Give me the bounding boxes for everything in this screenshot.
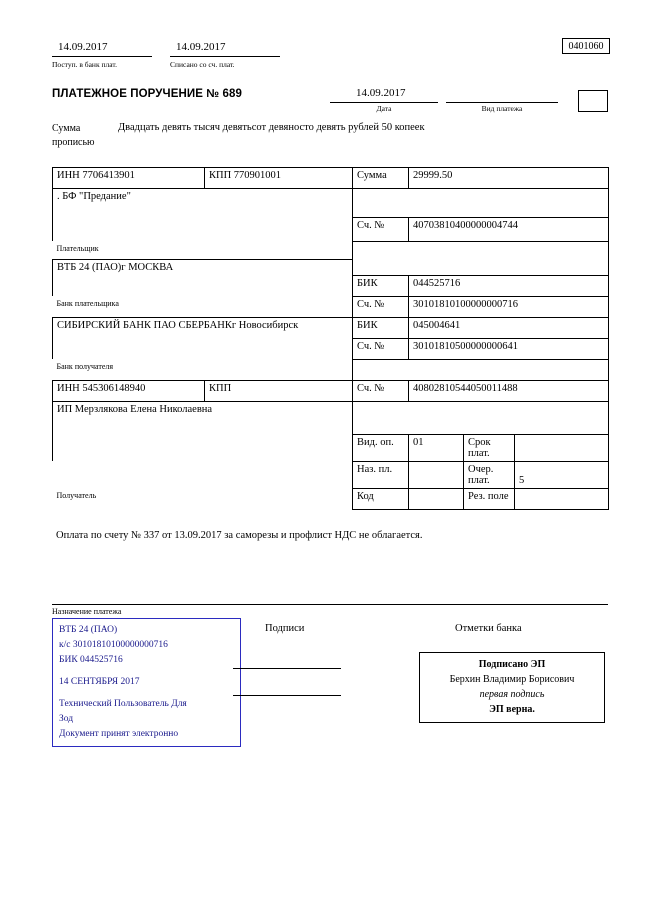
received-date-value: 14.09.2017 bbox=[58, 41, 108, 53]
table-row bbox=[53, 241, 609, 260]
payer-bank-caption: Банк плательщика bbox=[56, 299, 119, 308]
stamp-line-3: БИК 044525716 bbox=[59, 655, 123, 665]
signature-rule-2 bbox=[233, 695, 341, 696]
queue-value-cell: 5 bbox=[515, 461, 609, 488]
signed-title: Подписано ЭП bbox=[478, 659, 546, 670]
payer-inn-label: ИНН bbox=[57, 170, 80, 181]
writeoff-date-caption: Списано со сч. плат. bbox=[170, 60, 235, 69]
table-row bbox=[53, 380, 609, 401]
purpose-rule bbox=[52, 604, 608, 605]
payer-account-label-cell: Сч. № bbox=[353, 217, 409, 241]
payee-bik-label-cell: БИК bbox=[353, 317, 409, 338]
reserve-value-cell bbox=[515, 488, 609, 509]
received-date-caption: Поступ. в банк плат. bbox=[52, 60, 117, 69]
purpose-text: Оплата по счету № 337 от 13.09.2017 за саморезы и профлист НДС не облагается. bbox=[56, 530, 423, 541]
amount-in-words: Двадцать девять тысяч девятьсот девяносто девять рублей 50 копеек bbox=[118, 122, 425, 133]
signature-valid-text: ЭП верна. bbox=[489, 704, 535, 715]
term-label-line1: Срок bbox=[468, 436, 491, 448]
payment-kind-caption: Вид платежа bbox=[481, 104, 523, 113]
electronic-signature-box bbox=[419, 652, 605, 723]
table-row bbox=[53, 461, 609, 488]
reserve-label-cell: Рез. поле bbox=[464, 488, 515, 509]
table-row bbox=[53, 296, 609, 317]
document-date-value: 14.09.2017 bbox=[356, 87, 406, 99]
payee-inn-cell bbox=[53, 380, 205, 401]
payer-account-value-cell: 40703810400000004744 bbox=[409, 217, 609, 241]
signer-role: первая подпись bbox=[479, 689, 545, 700]
signer-name: Берхин Владимир Борисович bbox=[449, 674, 575, 685]
amount-label-cell: Сумма bbox=[353, 168, 409, 189]
payee-caption: Получатель bbox=[56, 491, 97, 500]
payer-inn-cell bbox=[53, 168, 205, 189]
stamp-line-7: Документ принят электронно bbox=[59, 729, 179, 739]
payee-bik-value-cell: 045004641 bbox=[409, 317, 609, 338]
table-row bbox=[53, 359, 609, 380]
payee-corr-label-cell: Сч. № bbox=[353, 338, 409, 359]
payee-account-value-cell: 40802810544050011488 bbox=[409, 380, 609, 401]
form-code: 0401060 bbox=[562, 38, 610, 54]
amount-words-label-1: Сумма bbox=[52, 123, 81, 134]
document-date-caption: Дата bbox=[376, 104, 392, 113]
table-row bbox=[53, 189, 609, 218]
received-date-rule bbox=[52, 56, 152, 57]
stamp-line-5: Технический Пользователь Для bbox=[59, 699, 187, 709]
payee-account-label-cell: Сч. № bbox=[353, 380, 409, 401]
payer-bank-right-spacer bbox=[353, 241, 609, 275]
payer-corr-label-cell: Сч. № bbox=[353, 296, 409, 317]
table-row bbox=[53, 317, 609, 338]
payee-caption-spacer bbox=[53, 461, 353, 488]
amount-words-label-2: прописью bbox=[52, 137, 95, 148]
payer-caption: Плательщик bbox=[56, 244, 99, 253]
payee-bank-name-cell: СИБИРСКИЙ БАНК ПАО СБЕРБАНКг Новосибирск bbox=[53, 317, 353, 359]
payee-caption-cell bbox=[53, 488, 353, 509]
queue-label-cell bbox=[464, 461, 515, 488]
payment-kind-rule bbox=[446, 102, 558, 103]
payee-inn-label: ИНН bbox=[57, 382, 80, 394]
purpose-caption: Назначение платежа bbox=[52, 607, 122, 616]
payee-right-spacer bbox=[353, 401, 609, 434]
term-label-cell bbox=[464, 434, 515, 461]
document-date-rule bbox=[330, 102, 438, 103]
nazn-label-cell: Наз. пл. bbox=[353, 461, 409, 488]
op-kind-label-cell: Вид. оп. bbox=[353, 434, 409, 461]
writeoff-date-rule bbox=[170, 56, 280, 57]
payee-kpp-cell bbox=[205, 380, 353, 401]
code-label-cell: Код bbox=[353, 488, 409, 509]
payee-name-cell: ИП Мерзлякова Елена Николаевна bbox=[53, 401, 353, 461]
payer-bik-value-cell: 044525716 bbox=[409, 275, 609, 296]
payer-corr-value-cell: 30101810100000000716 bbox=[409, 296, 609, 317]
op-kind-value-cell: 01 bbox=[409, 434, 464, 461]
payment-kind-box bbox=[578, 90, 608, 112]
payer-kpp-value: 770901001 bbox=[233, 170, 282, 181]
payer-kpp-label: КПП bbox=[209, 170, 232, 181]
stamp-line-4: 14 СЕНТЯБРЯ 2017 bbox=[59, 677, 140, 687]
signature-rule-1 bbox=[233, 668, 341, 669]
amount-value-cell: 29999.50 bbox=[409, 168, 609, 189]
stamp-line-2: к/с 30101810100000000716 bbox=[59, 640, 168, 650]
payer-bank-name-cell: ВТБ 24 (ПАО)г МОСКВА bbox=[53, 260, 353, 297]
table-row bbox=[53, 401, 609, 434]
payee-bank-caption: Банк получателя bbox=[56, 362, 114, 371]
payee-kpp-label: КПП bbox=[209, 382, 232, 394]
payer-inn-value: 7706413901 bbox=[82, 170, 135, 181]
queue-label-line2: плат. bbox=[468, 474, 490, 486]
payer-kpp-cell bbox=[205, 168, 353, 189]
signatures-label: Подписи bbox=[265, 623, 305, 634]
bank-electronic-stamp bbox=[52, 618, 241, 747]
payee-bank-right-spacer bbox=[353, 359, 609, 380]
nazn-value-cell bbox=[409, 461, 464, 488]
stamp-line-1: ВТБ 24 (ПАО) bbox=[59, 625, 118, 635]
payer-bik-label-cell: БИК bbox=[353, 275, 409, 296]
payee-corr-value-cell: 30101810500000000641 bbox=[409, 338, 609, 359]
table-row bbox=[53, 168, 609, 189]
code-value-cell bbox=[409, 488, 464, 509]
bank-marks-label: Отметки банка bbox=[455, 623, 522, 634]
term-value-cell bbox=[515, 434, 609, 461]
queue-label-line1: Очер. bbox=[468, 463, 494, 475]
payee-inn-value: 545306148940 bbox=[82, 382, 146, 394]
page-title: ПЛАТЕЖНОЕ ПОРУЧЕНИЕ № 689 bbox=[52, 88, 243, 100]
payment-details-table bbox=[52, 167, 609, 510]
stamp-line-6: Зод bbox=[59, 714, 74, 724]
payer-name-cell: . БФ "Предание" bbox=[53, 189, 353, 242]
amount-spacer-cell bbox=[353, 189, 609, 218]
table-row bbox=[53, 488, 609, 509]
term-label-line2: плат. bbox=[468, 447, 490, 459]
writeoff-date-value: 14.09.2017 bbox=[176, 41, 226, 53]
